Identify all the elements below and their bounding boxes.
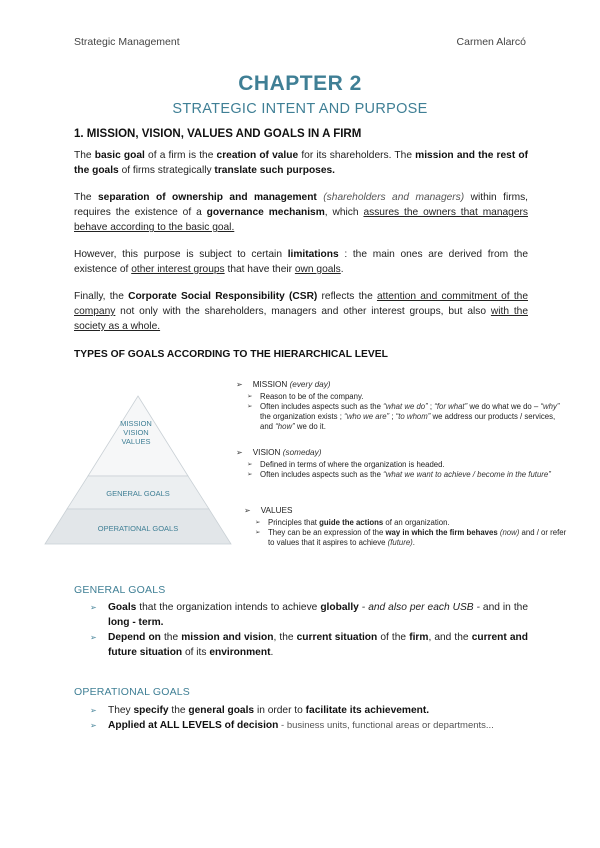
mission-bullet: ➢ Often includes aspects such as the “what we do” ; “for what” we do what we do – “why” the organization exists ; “who we are” ; “to whom” we address our products / services, and “how” we do it. — [236, 402, 566, 432]
chapter-subtitle: STRATEGIC INTENT AND PURPOSE — [172, 101, 428, 117]
general-goals-heading: GENERAL GOALS — [74, 584, 166, 596]
vision-bullet: ➢ Defined in terms of where the organization is headed. — [236, 460, 566, 470]
pyramid-label-vision: VISION — [123, 428, 149, 437]
arrow-icon: ➢ — [236, 448, 243, 457]
vision-bullet: ➢ Often includes aspects such as the “what we want to achieve / become in the future” — [236, 470, 566, 480]
section-heading: 1. MISSION, VISION, VALUES AND GOALS IN A FIRM — [74, 128, 362, 140]
arrow-icon: ➢ — [244, 506, 251, 515]
paragraph-governance: The separation of ownership and management (shareholders and managers) within firms, requires the existence of a governance mechanism, which assures the owners that managers behave according to the basic goal. — [74, 192, 529, 233]
arrow-icon: ➢ — [236, 380, 243, 389]
pyramid-label-operational-goals: OPERATIONAL GOALS — [97, 524, 179, 533]
pyramid-label-mission: MISSION — [120, 419, 152, 428]
goals-pyramid — [38, 384, 238, 564]
pyramid-label-values: VALUES — [121, 437, 151, 446]
mission-block: ➢ MISSION (every day) ➢ Reason to be of the company. ➢ Often includes aspects such as the “what we do” ; “for what” we do what we do – “why” the organization exists ; “who we are” ; “to whom” we address our products / services, and “how” we do it. — [236, 380, 566, 432]
pyramid-label-general-goals: GENERAL GOALS — [106, 489, 170, 498]
list-item: ➢ They specify the general goals in order to facilitate its achievement. — [74, 703, 528, 718]
vision-block: ➢ VISION (someday) ➢ Defined in terms of where the organization is headed. ➢ Often includes aspects such as the “what we want to achieve / become in the future” — [236, 448, 566, 480]
values-block: ➢ VALUES ➢ Principles that guide the actions of an organization. ➢ They can be an expression of the way in which the firm behaves (now) and / or refer to values that it aspires to achieve (future). — [244, 506, 574, 548]
values-bullet: ➢ They can be an expression of the way in which the firm behaves (now) and / or refer to values that it aspires to achieve (future). — [244, 528, 574, 548]
chapter-title: CHAPTER 2 — [238, 72, 362, 95]
paragraph-csr: Finally, the Corporate Social Responsibility (CSR) reflects the attention and commitment of the company not only with the shareholders, managers and other interest groups, but also with the society as a whole. — [74, 291, 528, 332]
list-item: ➢ Applied at ALL LEVELS of decision - business units, functional areas or departments... — [74, 718, 528, 733]
types-heading: TYPES OF GOALS ACCORDING TO THE HIERARCHICAL LEVEL — [74, 349, 388, 360]
header-course: Strategic Management — [74, 36, 180, 48]
operational-goals-list — [74, 703, 528, 733]
values-bullet: ➢ Principles that guide the actions of an organization. — [244, 518, 574, 528]
paragraph-limitations: However, this purpose is subject to certain limitations : the main ones are derived from the existence of other interest groups that have their own goals. — [74, 249, 528, 275]
paragraph-basic-goal: The basic goal of a firm is the creation of value for its shareholders. The mission and the rest of the goals of firms strategically translate such purposes. — [74, 150, 529, 176]
general-goals-list — [74, 600, 528, 660]
list-item: ➢ Goals that the organization intends to achieve globally - and also per each USB - and in the long - term. — [74, 600, 528, 630]
list-item: ➢ Depend on the mission and vision, the current situation of the firm, and the current and future situation of its environment. — [74, 630, 528, 660]
operational-goals-heading: OPERATIONAL GOALS — [74, 686, 191, 698]
mission-bullet: ➢ Reason to be of the company. — [236, 392, 566, 402]
header-author: Carmen Alarcó — [456, 36, 526, 48]
